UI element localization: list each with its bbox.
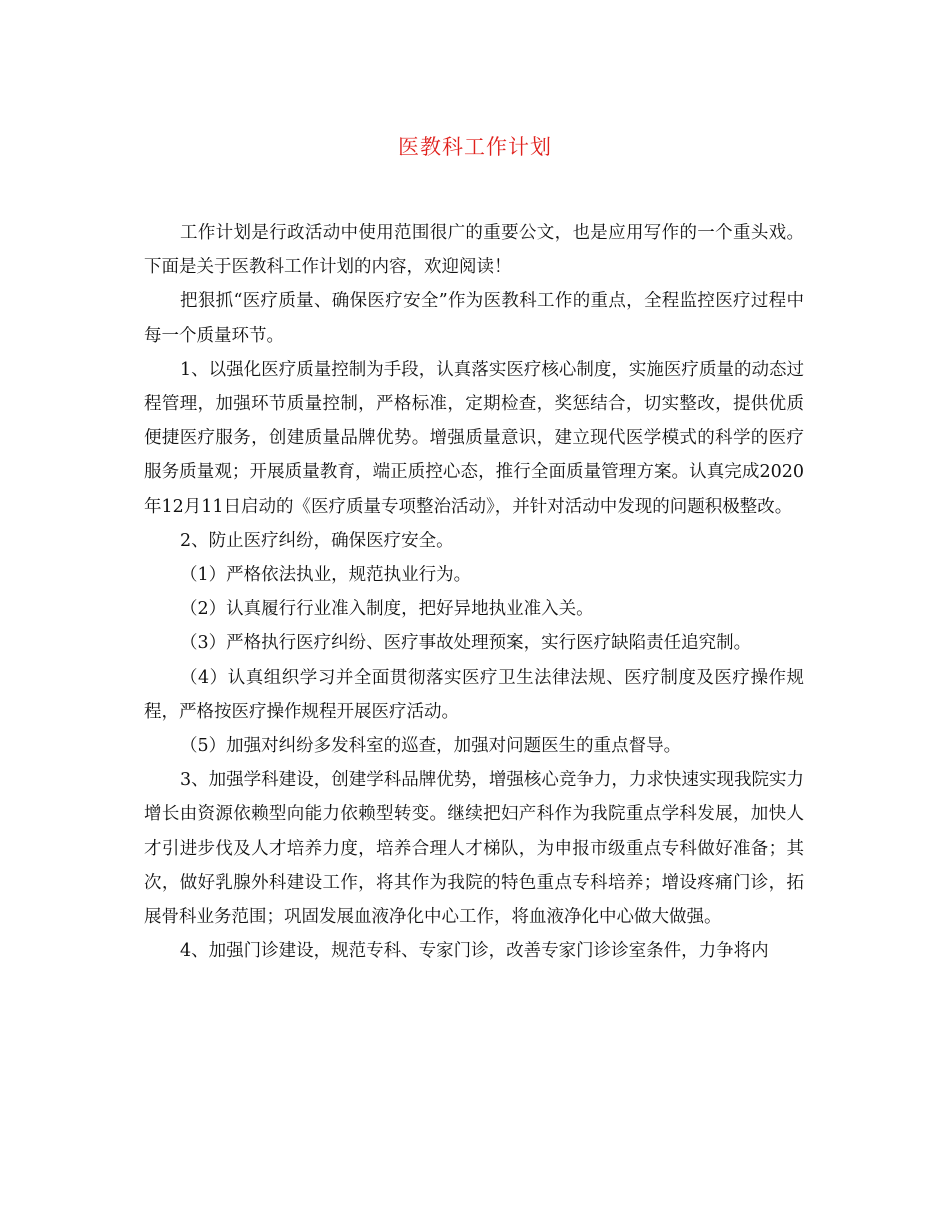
paragraph-sub-4: （4）认真组织学习并全面贯彻落实医疗卫生法律法规、医疗制度及医疗操作规程，严格按医疗操作规程开展医疗活动。 xyxy=(144,667,804,722)
paragraph-item-1: 1、以强化医疗质量控制为手段，认真落实医疗核心制度，实施医疗质量的动态过程管理，加强环节质量控制，严格标准，定期检查，奖惩结合，切实整改，提供优质便捷医疗服务，创建质量品牌优势。增强质量意识，建立现代医学模式的科学的医疗服务质量观；开展质量教育，端正质控心态，推行全面质量管理方案。认真完成2020年12月11日启动的《医疗质量专项整治活动》，并针对活动中发现的问题积极整改。 xyxy=(144,359,804,517)
paragraph-sub-1: （1）严格依法执业，规范执业行为。 xyxy=(180,565,472,586)
document-title: 医教科工作计划 xyxy=(398,135,552,159)
paragraph-item-3: 3、加强学科建设，创建学科品牌优势，增强核心竞争力，力求快速实现我院实力增长由资源依赖型向能力依赖型转变。继续把妇产科作为我院重点学科发展，加快人才引进步伐及人才培养力度，培养合理人才梯队，为申报市级重点专科做好准备；其次，做好乳腺外科建设工作，将其作为我院的特色重点专科培养；增设疼痛门诊，拓展骨科业务范围；巩固发展血液净化中心工作，将血液净化中心做大做强。 xyxy=(144,770,804,928)
paragraph-intro: 工作计划是行政活动中使用范围很广的重要公文，也是应用写作的一个重头戏。下面是关于医教科工作计划的内容，欢迎阅读！ xyxy=(144,223,804,278)
document-body xyxy=(144,216,804,968)
paragraph-sub-5: （5）加强对纠纷多发科室的巡查，加强对问题医生的重点督导。 xyxy=(180,736,682,757)
paragraph-sub-3: （3）严格执行医疗纠纷、医疗事故处理预案，实行医疗缺陷责任追究制。 xyxy=(180,633,752,654)
paragraph-focus: 把狠抓“医疗质量、确保医疗安全”作为医教科工作的重点，全程监控医疗过程中每一个质量环节。 xyxy=(144,291,804,346)
paragraph-item-4: 4、加强门诊建设，规范专科、专家门诊，改善专家门诊诊室条件，力争将内 xyxy=(180,941,769,962)
paragraph-sub-2: （2）认真履行行业准入制度，把好异地执业准入关。 xyxy=(180,599,594,620)
paragraph-item-2: 2、防止医疗纠纷，确保医疗安全。 xyxy=(180,530,454,551)
